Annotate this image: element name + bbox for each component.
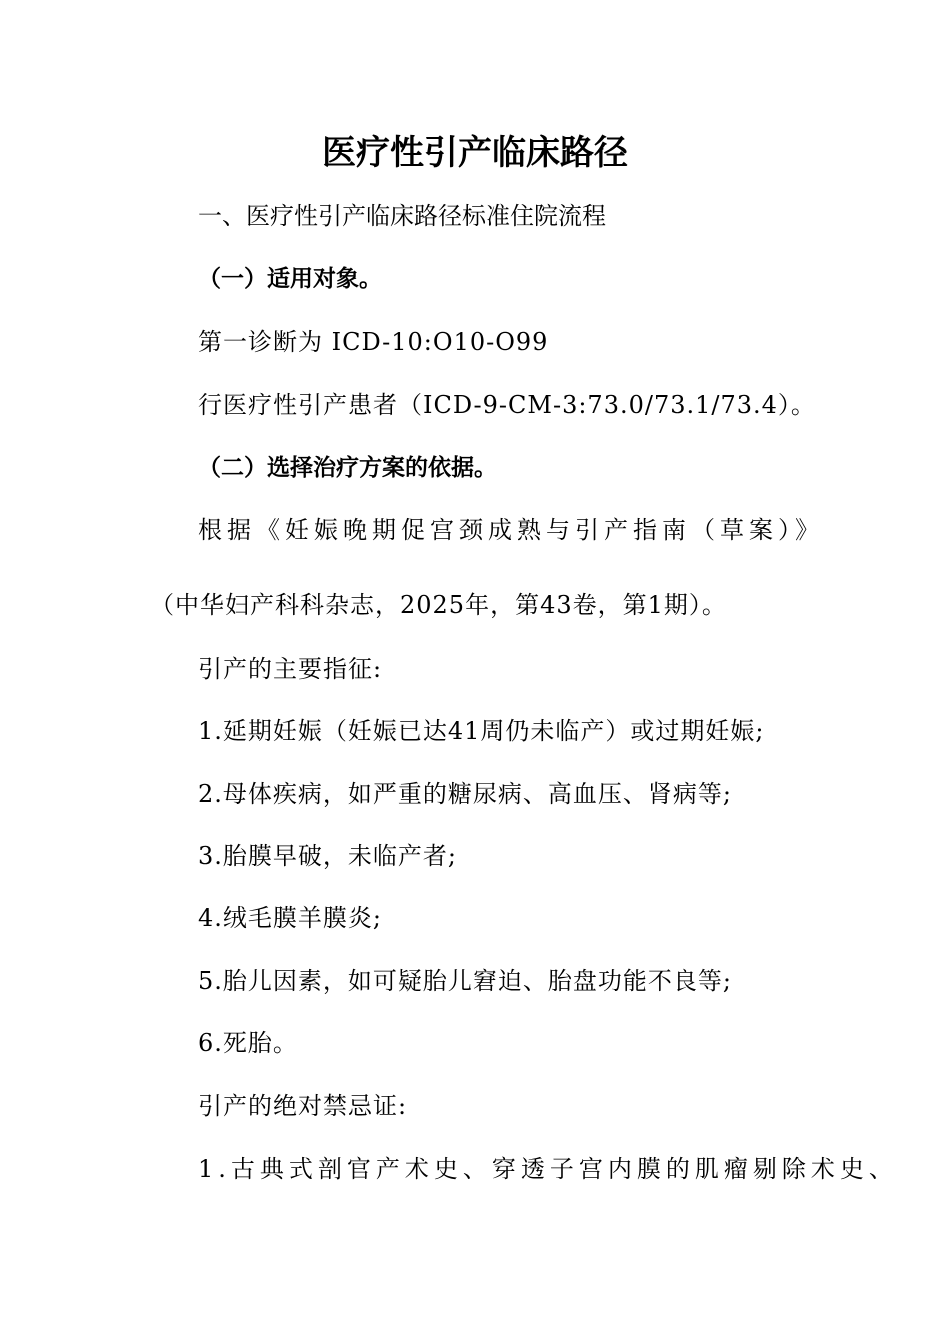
indication-item: 4.绒毛膜羊膜炎; xyxy=(198,904,382,932)
basis-citation-line: （中华妇产科科杂志，2025年，第43卷，第1期）。 xyxy=(150,591,727,619)
diagnosis-line: 第一诊断为 ICD-10:O10-O99 xyxy=(198,328,549,356)
contraindications-heading: 引产的绝对禁忌证: xyxy=(198,1092,408,1120)
indication-item: 2.母体疾病，如严重的糖尿病、高血压、肾病等; xyxy=(198,780,732,808)
procedure-line: 行医疗性引产患者（ICD-9-CM-3:73.0/73.1/73.4）。 xyxy=(198,391,816,419)
indication-item: 5.胎儿因素，如可疑胎儿窘迫、胎盘功能不良等; xyxy=(198,967,732,995)
document-title: 医疗性引产临床路径 xyxy=(322,133,628,173)
subsection-heading-treatment-basis: （二）选择治疗方案的依据。 xyxy=(198,454,497,481)
contraindication-item: 1.古典式剖官产术史、穿透子宫内膜的肌瘤剔除术史、 xyxy=(198,1155,898,1183)
indication-item: 3.胎膜早破，未临产者; xyxy=(198,842,457,870)
subsection-heading-applicable-subjects: （一）适用对象。 xyxy=(198,265,382,292)
basis-line: 根据《妊娠晚期促宫颈成熟与引产指南（草案）》 xyxy=(198,516,824,544)
indication-item: 1.延期妊娠（妊娠已达41周仍未临产）或过期妊娠; xyxy=(198,717,765,745)
section-heading: 一、医疗性引产临床路径标准住院流程 xyxy=(198,202,606,230)
indication-item: 6.死胎。 xyxy=(198,1029,298,1057)
indications-heading: 引产的主要指征: xyxy=(198,655,383,683)
